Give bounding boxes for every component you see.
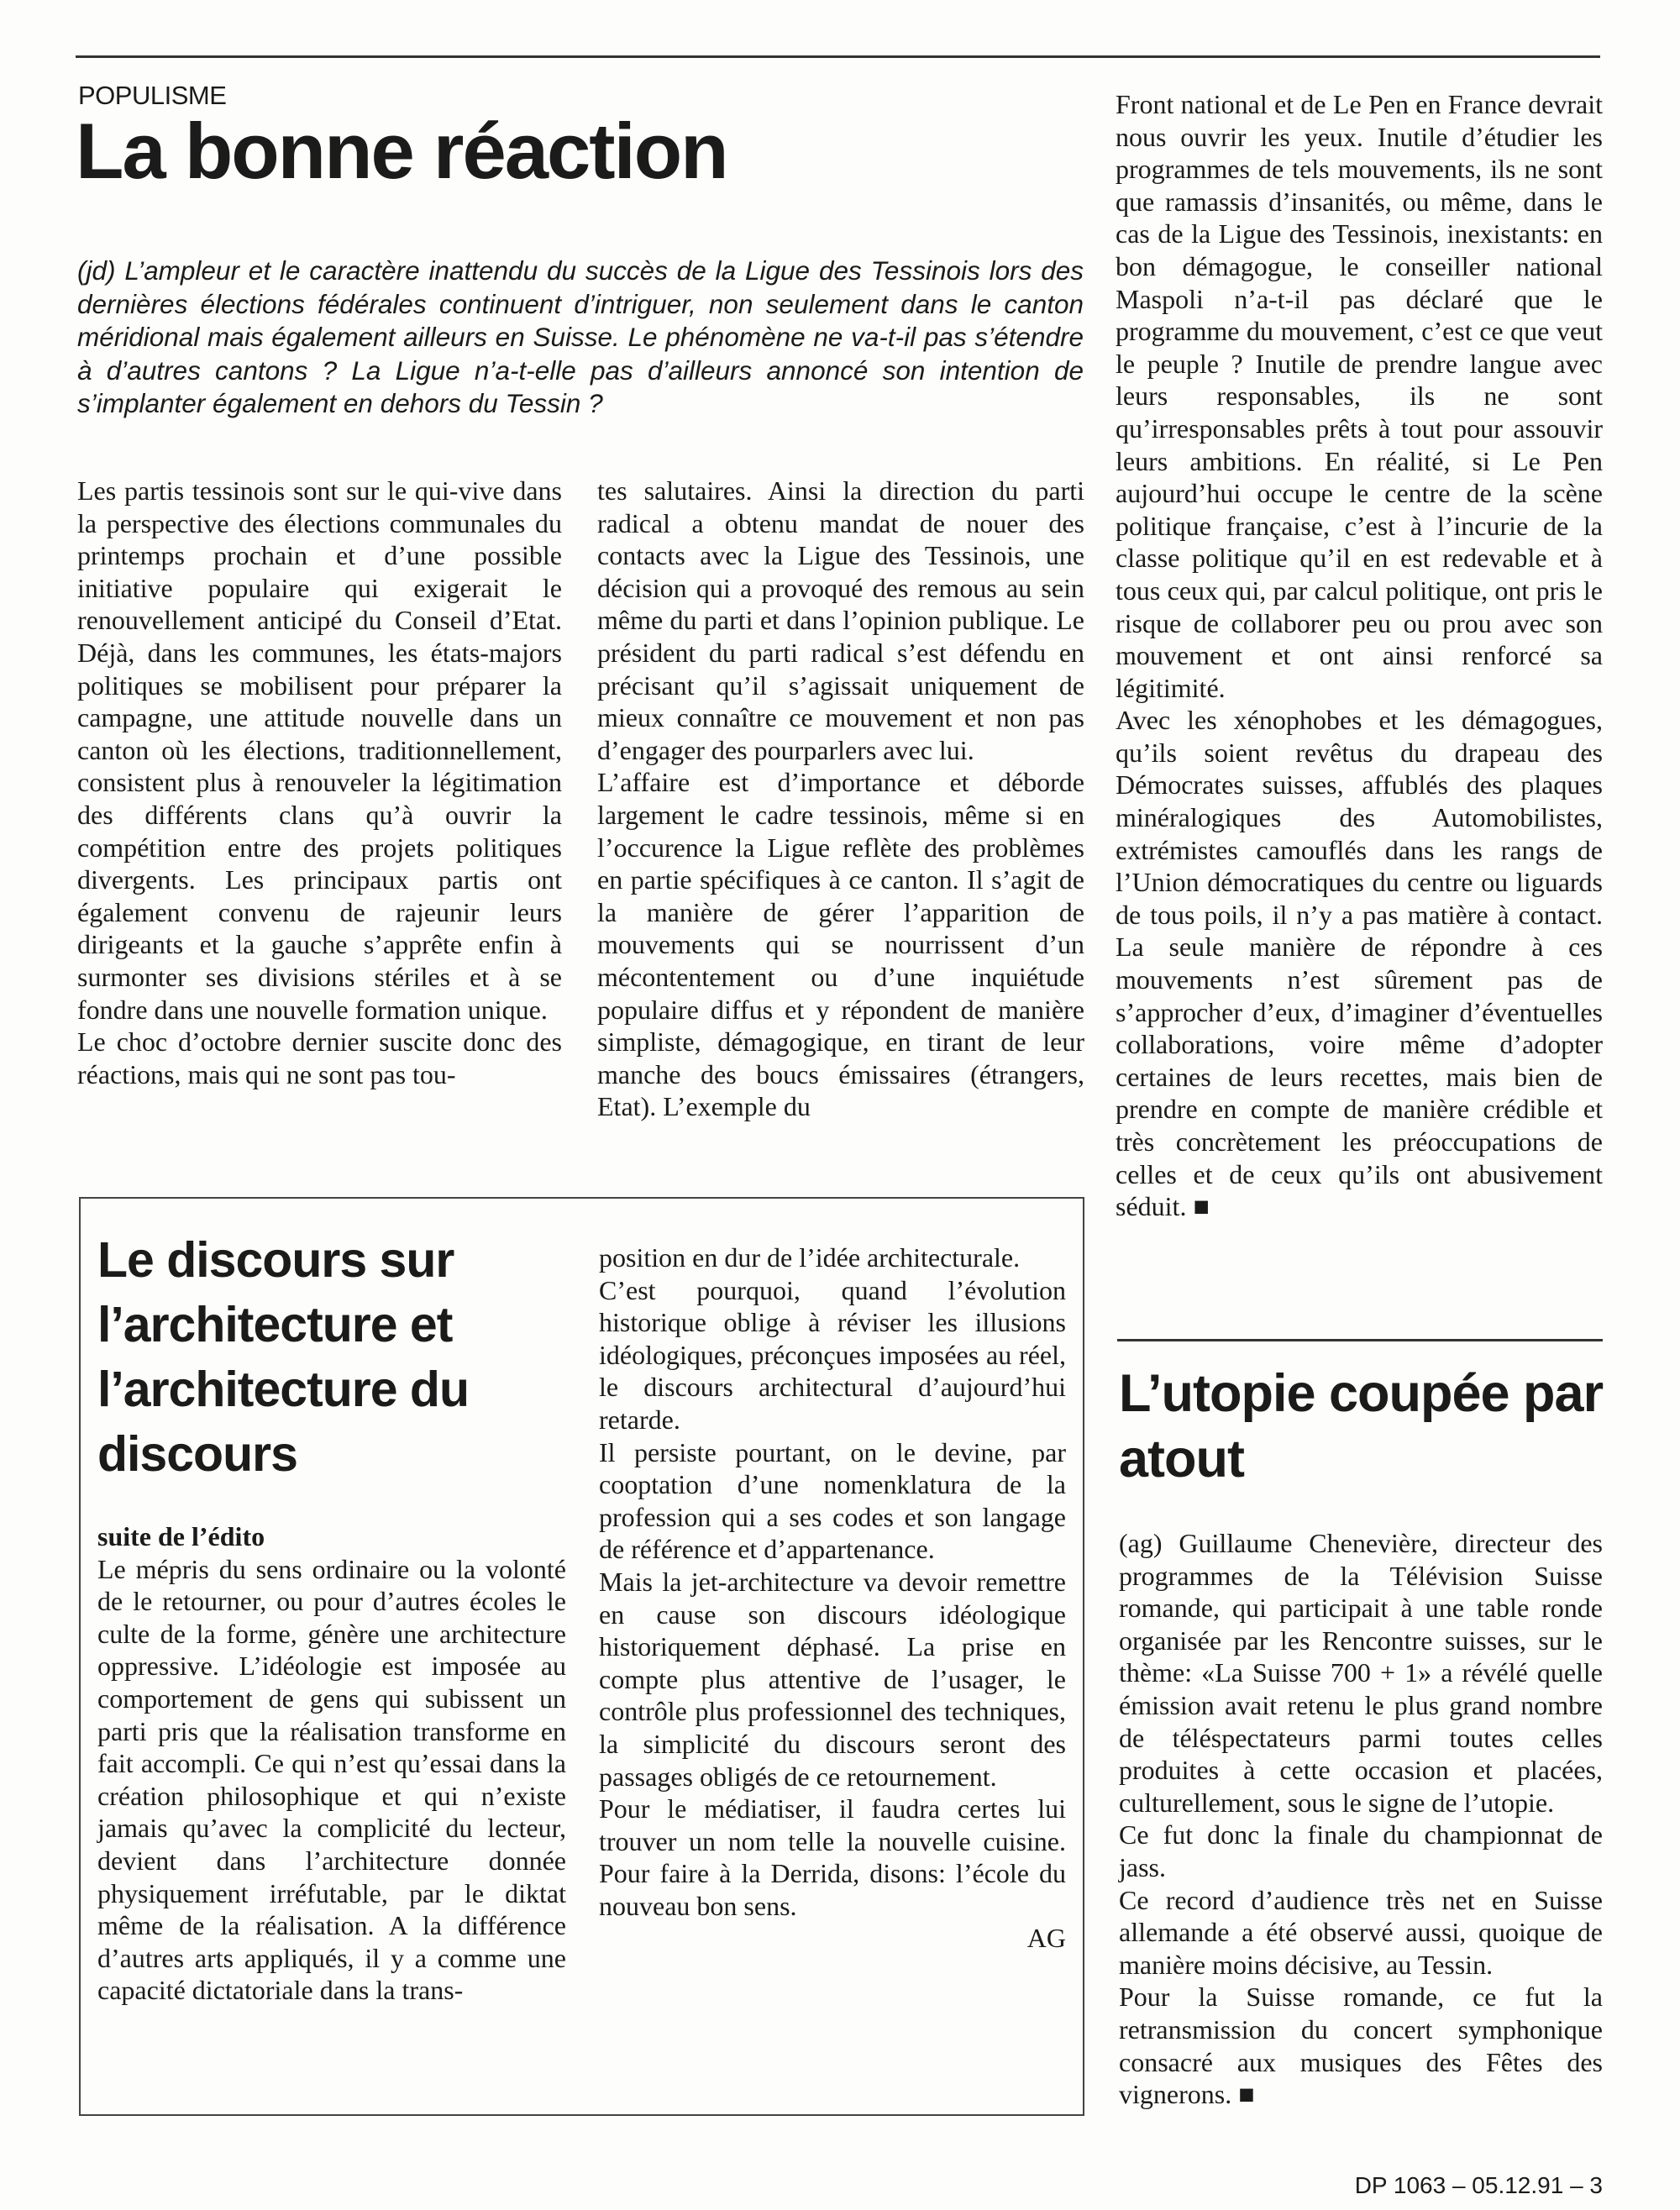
paragraph: Ce fut donc la finale du championnat de jass. (1119, 1819, 1603, 1882)
paragraph: Avec les xénophobes et les démagogues, qu’ils soient revêtus du drapeau des Démocrates suisses, affublés des plaques minéralogiques des Automobilistes, extrémistes camouflés dans les rangs de l’Union démocratiques du centre ou liguards de tous poils, il n’y a pas matière à contact. La seule manière de répondre à ces mouvements n’est sûrement pas de s’approcher d’eux, d’imaginer d’éventuelles collaborations, voire même d’adopter certaines de leurs recettes, mais bien de prendre en compte de manière crédible et très concrètement les préoccupations de celles et de ceux qu’ils ont abusivement séduit. ■ (1116, 705, 1603, 1222)
paragraph: Front national et de Le Pen en France devrait nous ouvrir les yeux. Inutile d’étudier les programmes de tels mouvements, ils ne sont que ramassis d’insanités, ou même, dans le cas de la Ligue des Tessinois, inexistants: en bon démagogue, le conseiller national Maspoli n’a-t-il pas déclaré que le programme du mouvement, c’est ce que veut le peuple ? Inutile de prendre langue avec leurs responsables, ils ne sont qu’irresponsables prêts à tout pour assouvir leurs ambitions. En réalité, si Le Pen aujourd’hui occupe le centre de la scène politique française, c’est à l’incurie de la classe politique qu’il en est redevable et à tous ceux qui, par calcul politique, ont pris le risque de collaborer peu ou prou avec son mouvement et ont ainsi renforcé sa légitimité. (1116, 89, 1603, 703)
box-signature: AG (1026, 1923, 1066, 1954)
side-title: L’utopie coupée par atout (1119, 1364, 1604, 1488)
article-lead: (jd) L’ampleur et le caractère inattendu du succès de la Ligue des Tessinois lors des dernières élections fédérales continuent d’intriguer, non seulement dans le canton méridional mais également ailleurs en Suisse. Le phénomène ne va-t-il pas s’étendre à d’autres cantons ? La Ligue n’a-t-elle pas d’ailleurs annoncé son intention de s’implanter également en dehors du Tessin ? (77, 255, 1084, 418)
paragraph: Les partis tessinois sont sur le qui-vive dans la perspective des élections communales du printemps prochain et d’une possible initiative populaire qui exigerait le renouvellement anticipé du Conseil d’Etat. Déjà, dans les communes, les états-majors politiques se mobilisent pour préparer la campagne, une attitude nouvelle dans un canton où les élections, traditionnellement, consistent plus à renouveler la légitimation des différents clans qu’à ouvrir la compétition entre des projets politiques divergents. Les principaux partis ont également convenu de rajeunir leurs dirigeants et la gauche s’apprête enfin à surmonter ses divisions stériles et à se fondre dans une nouvelle formation unique. (77, 475, 562, 1025)
paragraph: Ce record d’audience très net en Suisse allemande a été observé aussi, quoique de manière moins décisive, au Tessin. (1119, 1884, 1603, 1980)
side-column (1119, 1527, 1603, 2111)
paragraph: (ag) Guillaume Chenevière, directeur des programmes de la Télévision Suisse romande, qui participait à une table ronde organisée par les Rencontre suisses, sur le thème: «La Suisse 700 + 1» a révélé quelle émission avait retenu le plus grand nombre de téléspectateurs parmi toutes celles produites à cette occasion et placées, culturellement, sous le signe de l’utopie. (1119, 1528, 1603, 1818)
box-subhead: suite de l’édito (97, 1521, 265, 1551)
section-kicker: POPULISME (78, 81, 227, 110)
paragraph: Le mépris du sens ordinaire ou la volonté de le retourner, ou pour d’autres écoles le culte de la forme, génère une architecture oppressive. L’idéologie est imposée au comportement de gens qui subissent un parti pris que la réalisation transforme en fait accompli. Ce qui n’est qu’essai dans la création philosophique et qui n’existe jamais qu’avec la complicité du lecteur, devient dans l’architecture donnée physiquement irréfutable, par le diktat même de la réalisation. A la différence d’autres arts appliqués, il y a comme une capacité dictatoriale dans la trans- (97, 1553, 566, 2006)
paragraph: Le choc d’octobre dernier suscite donc des réactions, mais qui ne sont pas tou- (77, 1026, 562, 1089)
article-column-2 (597, 475, 1084, 1123)
paragraph: L’affaire est d’importance et déborde largement le cadre tessinois, même si en l’occurence la Ligue reflète des problèmes en partie spécifiques à ce canton. Il s’agit de la manière de gérer l’apparition de mouvements qui se nourrissent d’un mécontentement ou d’une inquiétude populaire diffus et y répondent de manière simpliste, démagogique, en tirant de leur manche des boucs émissaires (étrangers, Etat). L’exemple du (597, 767, 1084, 1122)
article-title: La bonne réaction (76, 107, 727, 195)
article-column-1 (77, 475, 562, 1090)
top-rule (76, 55, 1600, 58)
paragraph: Pour la Suisse romande, ce fut la retransmission du concert symphonique consacré aux musiques des Fêtes des vignerons. ■ (1119, 1982, 1603, 2110)
paragraph: position en dur de l’idée architecturale. (599, 1242, 1021, 1273)
paragraph: Pour le médiatiser, il faudra certes lui trouver un nom telle la nouvelle cuisine. Pour faire à la Derrida, disons: l’école du nouveau bon sens. (599, 1793, 1066, 1921)
article-column-3 (1116, 88, 1603, 1223)
page-folio: DP 1063 – 05.12.91 – 3 (1354, 2172, 1603, 2198)
paragraph: C’est pourquoi, quand l’évolution historique oblige à réviser les illusions idéologiques, préconçues imposées au réel, le discours architectural d’aujourd’hui retarde. (599, 1274, 1066, 1435)
side-rule (1117, 1339, 1603, 1341)
box-title: Le discours sur l’architecture et l’architecture du discours (97, 1232, 470, 1482)
paragraph: Mais la jet-architecture va devoir remettre en cause son discours idéologique historiquement déphasé. La prise en compte plus attentive de l’usager, le contrôle plus professionnel des techniques, la simplicité du discours seront des passages obligés de ce retournement. (599, 1566, 1066, 1792)
box-column-1 (97, 1520, 566, 2007)
paragraph: Il persiste pourtant, on le devine, par cooptation d’une nomenklatura de la profession qui a ses codes et son langage de référence et d’appartenance. (599, 1436, 1066, 1565)
box-column-2 (599, 1241, 1066, 1955)
paragraph: tes salutaires. Ainsi la direction du parti radical a obtenu mandat de nouer des contacts avec la Ligue des Tessinois, une décision qui a provoqué des remous au sein même du parti et dans l’opinion publique. Le président du parti radical s’est défendu en précisant qu’il s’agissait uniquement de mieux connaître ce mouvement et non pas d’engager des pourparlers avec lui. (597, 475, 1084, 765)
